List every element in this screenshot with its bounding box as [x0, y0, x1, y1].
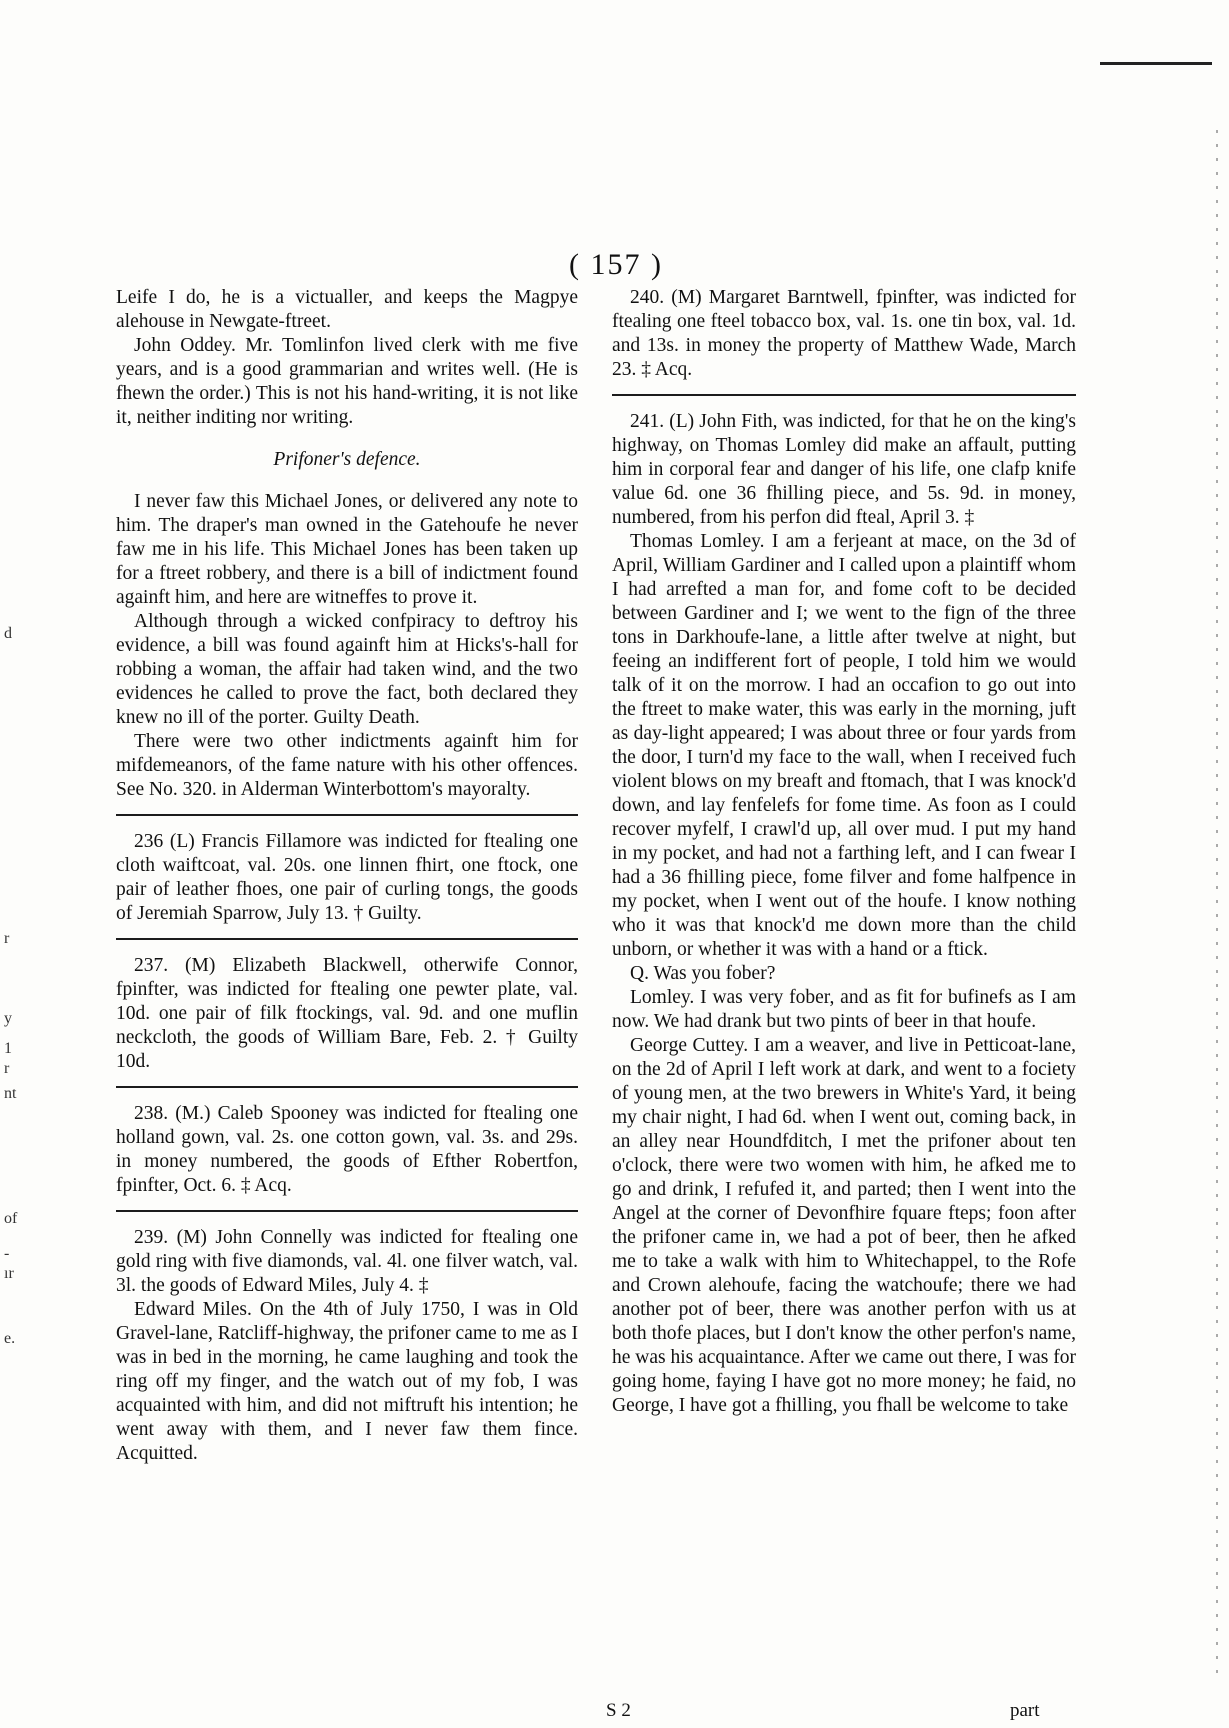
paragraph: Although through a wicked confpiracy to deftroy his evidence, a bill was found againft him at Hicks's-hall for robbing a woman, the affair had taken wind, and the two evidences he called to prove the fact, both declared they knew no ill of the porter. Guilty Death. — [116, 611, 578, 728]
margin-fragment: 1 — [4, 1040, 12, 1057]
margin-fragment: e. — [4, 1330, 16, 1347]
paragraph: Edward Miles. On the 4th of July 1750, I was in Old Gravel-lane, Ratcliff-highway, the prifoner came to me as I was in bed in the morning, he came laughing and took the ring off my finger, and the watch out of my fob, I was acquainted with him, and did not miftruft his intention; he went away with them, and I never faw them fince. Acquitted. — [116, 1299, 578, 1464]
paragraph: There were two other indictments againft him for mifdemeanors, of the fame nature with his other offences. See No. 320. in Alderman Winterbottom's mayoralty. — [116, 731, 578, 800]
top-rule — [1100, 62, 1212, 65]
margin-fragment: - — [4, 1245, 10, 1262]
paragraph: John Oddey. Mr. Tomlinfon lived clerk with me five years, and is a good grammarian and writes well. (He is fhewn the order.) This is not his hand-writing, it is not like it, neither inditing nor writing. — [116, 335, 578, 428]
section-rule — [116, 938, 578, 940]
page-number: ( 157 ) — [569, 248, 663, 281]
catchword: part — [1010, 1700, 1040, 1721]
section-rule — [116, 1086, 578, 1088]
margin-fragment: nt — [4, 1085, 17, 1102]
section-heading: Prifoner's defence. — [273, 449, 421, 470]
paragraph: I never faw this Michael Jones, or delivered any note to him. The draper's man owned in the Gatehoufe he never faw me in his life. This Michael Jones has been taken up for a ftreet robbery, and there is a bill of indictment found againft him, and here are witneffes to prove it. — [116, 491, 578, 608]
margin-fragment: ır — [4, 1265, 14, 1282]
paragraph: 239. (M) John Connelly was indicted for ftealing one gold ring with five diamonds, val. 4l. one filver watch, val. 3l. the goods of Edward Miles, July 4. ‡ — [116, 1227, 578, 1296]
paragraph: Leife I do, he is a victualler, and keeps the Magpye alehouse in Newgate-ftreet. — [116, 287, 578, 332]
signature-mark: S 2 — [606, 1700, 631, 1721]
paragraph: 240. (M) Margaret Barntwell, fpinfter, was indicted for ftealing one fteel tobacco box, val. 1s. one tin box, val. 1d. and 13s. in money the property of Matthew Wade, March 23. ‡ Acq. — [612, 287, 1076, 380]
paragraph: 238. (M.) Caleb Spooney was indicted for ftealing one holland gown, val. 2s. one cotton gown, val. 3s. and 29s. in money numbered, the goods of Efther Robertfon, fpinfter, Oct. 6. ‡ Acq. — [116, 1103, 578, 1196]
right-column — [612, 286, 1076, 1418]
paragraph: 236 (L) Francis Fillamore was indicted for ftealing one cloth waiftcoat, val. 20s. one linnen fhirt, one ftock, one pair of leather fhoes, one pair of curling tongs, the goods of Jeremiah Sparrow, July 13. † Guilty. — [116, 831, 578, 924]
margin-fragment: y — [4, 1010, 12, 1027]
left-column — [116, 286, 578, 1466]
section-rule — [116, 814, 578, 816]
paragraph: Thomas Lomley. I am a ferjeant at mace, on the 3d of April, William Gardiner and I called upon a plaintiff whom I had arrefted a man for, and fome coft to be decided between Gardiner and I; we went to the fign of the three tons in Darkhoufe-lane, a little after twelve at night, but feeing an indifferent fort of people, I told him we would talk of it on the morrow. I had an occafion to go out into the ftreet to make water, this was early in the morning, juft as day-light appeared; I was about three or four yards from the door, I turn'd my face to the wall, when I received fuch violent blows on my breaft and ftomach, that I was knock'd down, and lay fenfelefs for fome time. As foon as I could recover myfelf, I crawl'd up, all over mud. I put my hand in my pocket, and had not a farthing left, and I can fwear I had a 36 fhilling piece, fome filver and fome halfpence in my pocket, when I went out of the houfe. I know nothing who it was that knock'd me down more than the child unborn, or whether it was with a hand or a ftick. — [612, 531, 1076, 960]
margin-fragment: r — [4, 1060, 10, 1077]
paragraph: 241. (L) John Fith, was indicted, for that he on the king's highway, on Thomas Lomley did make an affault, putting him in corporal fear and danger of his life, one clafp knife value 6d. one 36 fhilling piece, and 5s. 9d. in money, numbered, from his perfon did fteal, April 3. ‡ — [612, 411, 1076, 528]
paragraph: Q. Was you fober? — [630, 963, 776, 984]
section-rule — [116, 1210, 578, 1212]
margin-fragment: d — [4, 625, 12, 642]
section-rule — [612, 394, 1076, 396]
paragraph: 237. (M) Elizabeth Blackwell, otherwife Connor, fpinfter, was indicted for ftealing one pewter plate, val. 10d. one pair of filk ftockings, val. 9d. and one muflin neckcloth, the goods of William Bare, Feb. 2. † Guilty 10d. — [116, 955, 578, 1072]
margin-fragment: of — [4, 1210, 18, 1227]
margin-fragment: r — [4, 930, 10, 947]
paragraph: Lomley. I was very fober, and as fit for bufinefs as I am now. We had drank but two pints of beer in that houfe. — [612, 987, 1076, 1032]
paragraph: George Cuttey. I am a weaver, and live in Petticoat-lane, on the 2d of April I left work at dark, and went to a fociety of young men, at the two brewers in White's Yard, it being my chair night, I had 6d. when I went out, coming back, in an alley near Houndfditch, I met the prifoner about ten o'clock, there were two women with him, he afked me to go and drink, I refufed it, and parted; then I went into the Angel at the corner of Devonfhire fquare fteps; foon after the prifoner came in, we had a pot of beer, then he afked me to take a walk with him to Whitechappel, to the Rofe and Crown alehoufe, facing the watchoufe; there we had another pot of beer, there was another perfon with us at both thofe places, but I don't know the other perfon's name, he was his acquaintance. After we came out there, I was for going home, faying I have got no more money; he faid, no George, I have got a fhilling, you fhall be welcome to take — [612, 1035, 1077, 1416]
page-edge-dots — [1216, 130, 1218, 1680]
